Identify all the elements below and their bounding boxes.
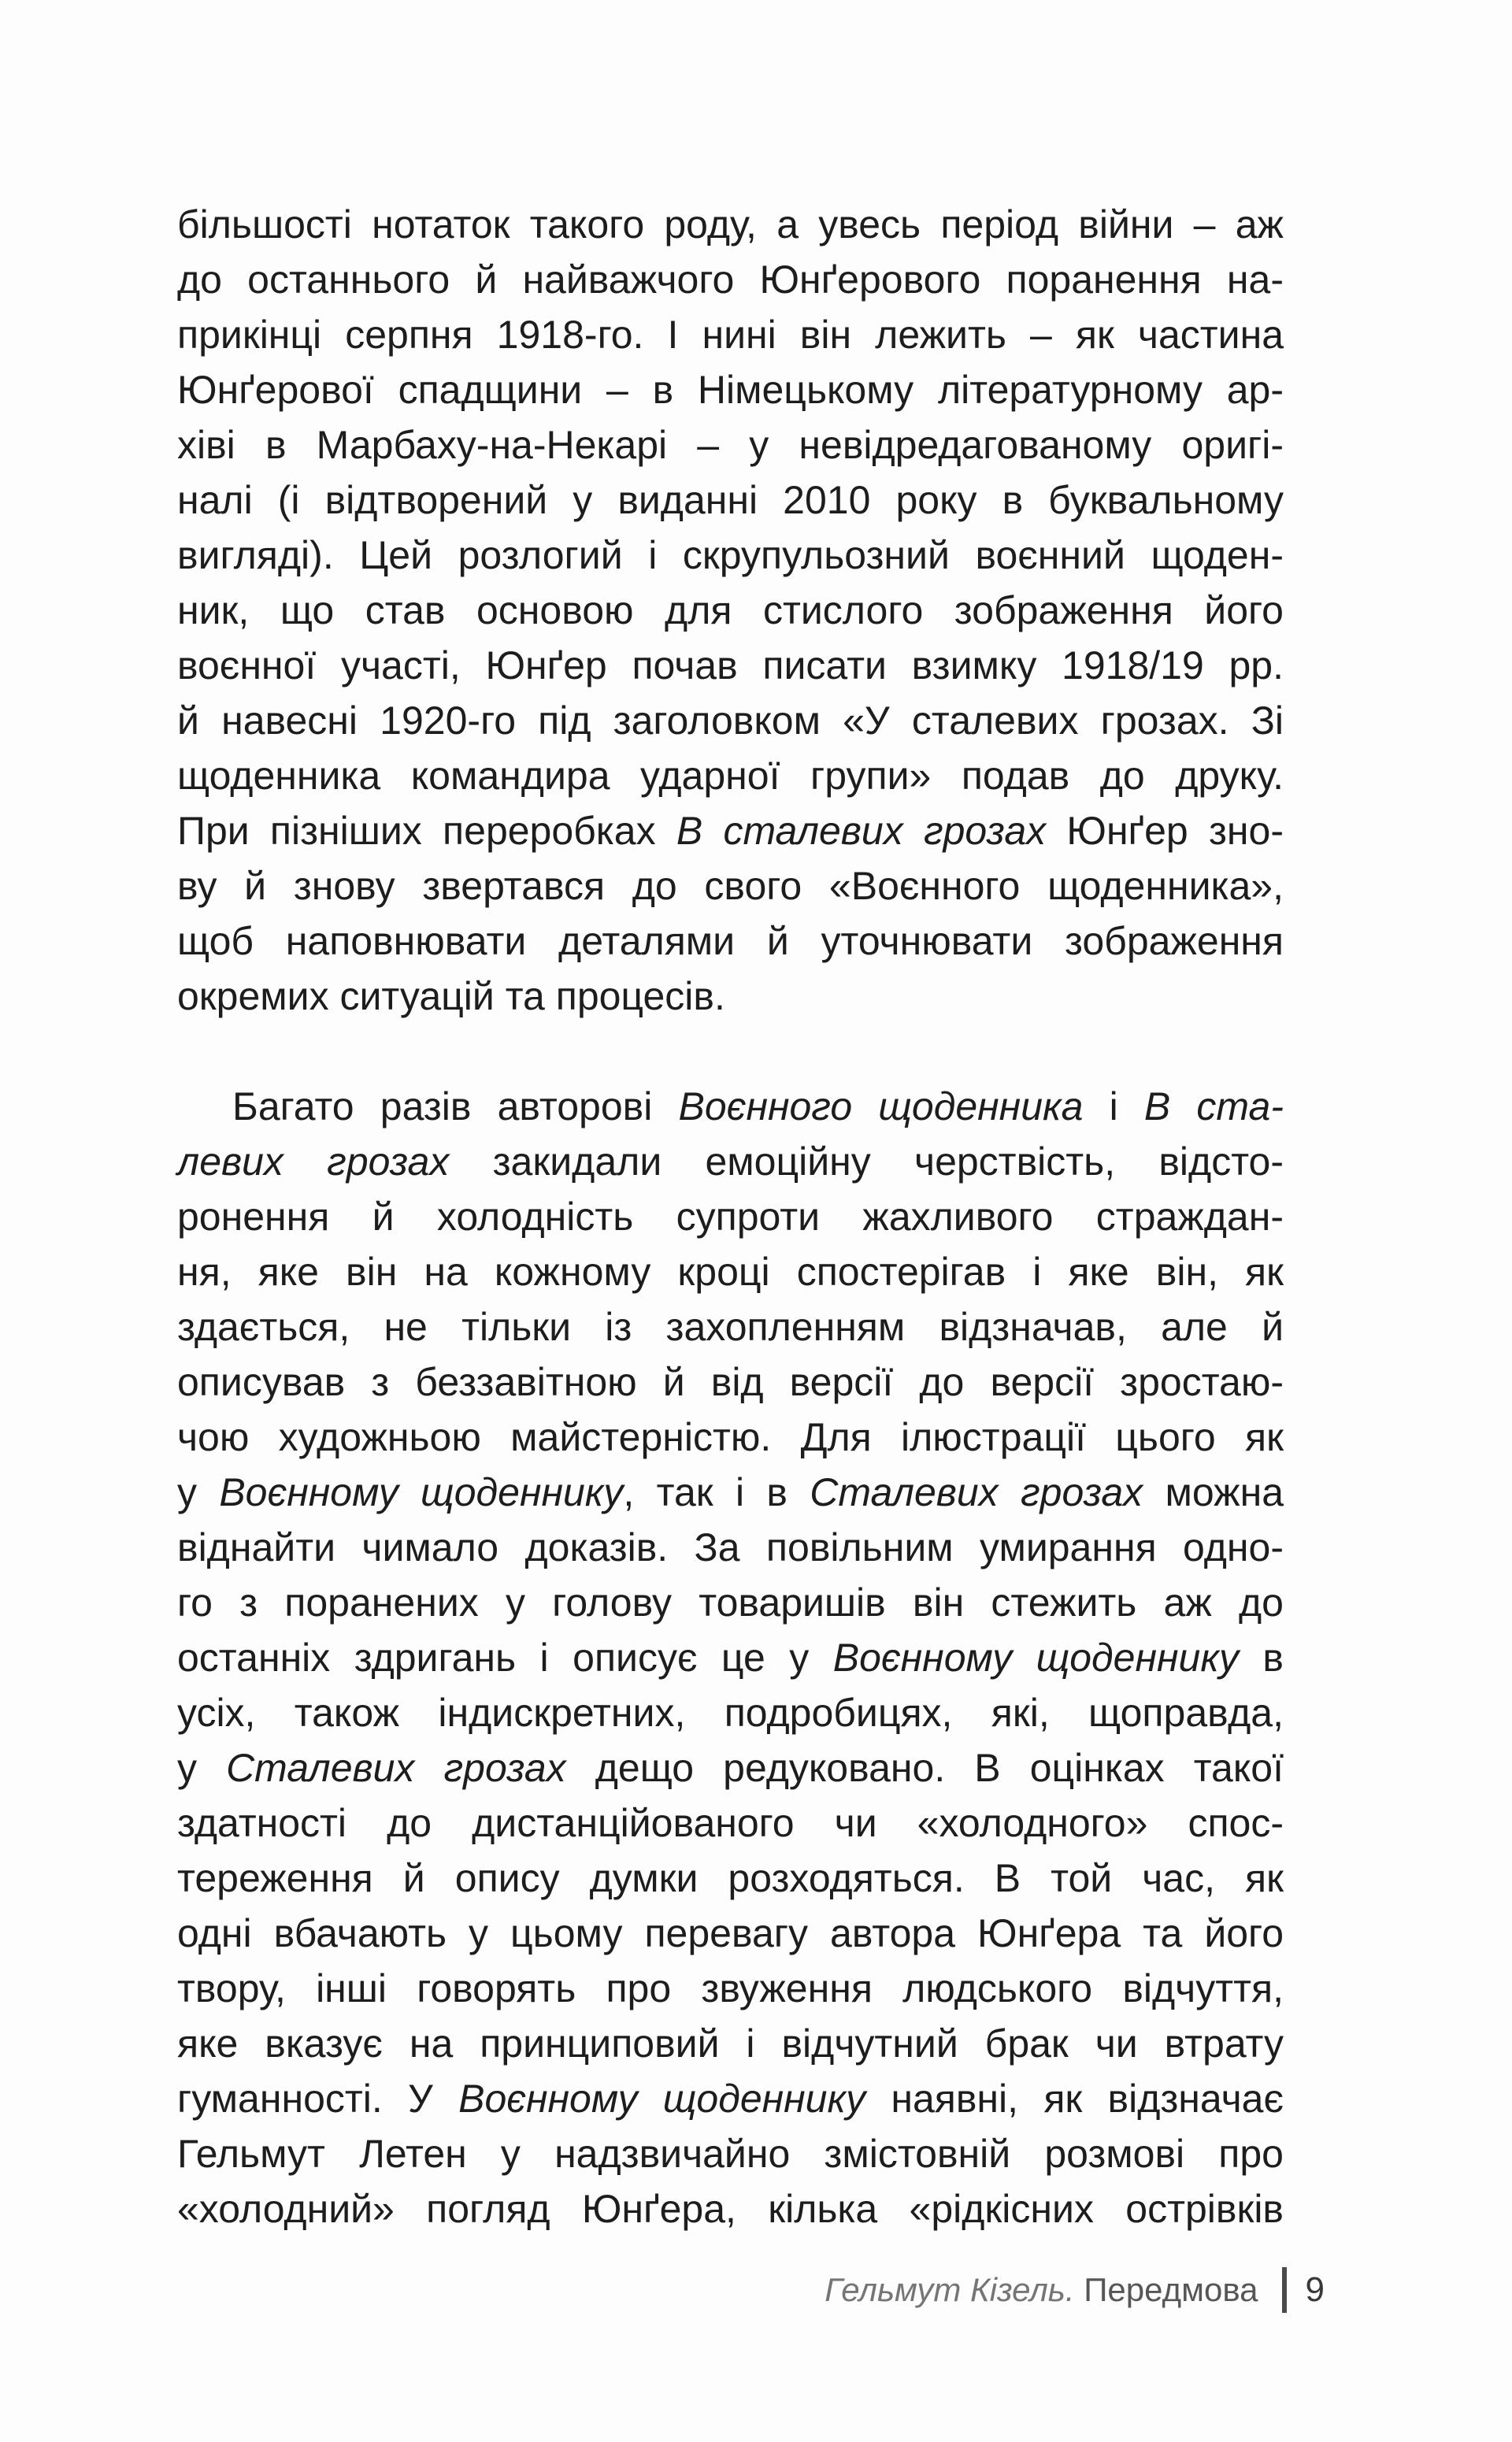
text-run: налі (і відтворений у виданні 2010 року в буквальному	[177, 478, 1284, 522]
text-run: Юнґерової спадщини – в Німецькому літературному ар-	[177, 368, 1284, 412]
footer-label	[825, 2271, 1258, 2309]
text-run: ронення й холодність супроти жахливого страждан-	[177, 1195, 1284, 1239]
text-line	[177, 1575, 1284, 1630]
text-run: більшості нотаток такого роду, а увесь період війни – аж	[177, 202, 1284, 246]
footer-section: Передмова	[1084, 2271, 1258, 2308]
text-line	[177, 1520, 1284, 1575]
text-run: хіві в Марбаху-на-Некарі – у невідредагованому оригі-	[177, 423, 1284, 467]
page-text	[177, 197, 1284, 2236]
text-line	[177, 2071, 1284, 2126]
text-line	[177, 1906, 1284, 1961]
text-run: до останнього й найважчого Юнґерового поранення на-	[177, 258, 1284, 302]
text-run: у	[177, 1746, 227, 1790]
text-line	[177, 1134, 1284, 1189]
text-line	[177, 803, 1284, 858]
text-line	[177, 252, 1284, 307]
text-run: Юнґер зно-	[1046, 809, 1284, 853]
text-line	[177, 1354, 1284, 1410]
italic-text-run: Воєнному щоденнику	[458, 2077, 866, 2121]
page-number: 9	[1305, 2270, 1325, 2309]
text-line	[177, 969, 1284, 1024]
text-line	[177, 1851, 1284, 1906]
text-run: в	[1238, 1636, 1284, 1680]
text-line	[177, 1189, 1284, 1244]
text-line	[177, 1685, 1284, 1740]
italic-text-run: В сталевих грозах	[676, 809, 1047, 853]
text-run: Гельмут Летен у надзвичайно змістовній розмові про	[177, 2132, 1284, 2176]
text-run: описував з беззавітною й від версії до версії зростаю-	[177, 1360, 1284, 1404]
text-run: вигляді). Цей розлогий і скрупульозний воєнний щоден-	[177, 533, 1284, 577]
text-run: віднайти чимало доказів. За повільним умирання одно-	[177, 1525, 1284, 1569]
text-line	[177, 417, 1284, 472]
text-run: дещо редуковано. В оцінках такої	[565, 1746, 1284, 1790]
text-line	[177, 583, 1284, 638]
text-line	[177, 307, 1284, 362]
text-line	[177, 693, 1284, 748]
text-line	[177, 638, 1284, 693]
text-run: чою художньою майстерністю. Для ілюстрації цього як	[177, 1415, 1284, 1459]
text-line	[177, 858, 1284, 913]
text-line	[177, 472, 1284, 528]
text-run: ник, що став основою для стислого зображення його	[177, 588, 1284, 632]
paragraph	[177, 1079, 1284, 2236]
text-line	[177, 197, 1284, 252]
text-run: останніх здригань і описує це у	[177, 1636, 833, 1680]
italic-text-run: Сталевих грозах	[226, 1746, 566, 1790]
text-run: наявні, як відзначає	[865, 2077, 1284, 2121]
text-run: щоб наповнювати деталями й уточнювати зображення	[177, 919, 1284, 963]
text-line	[177, 2181, 1284, 2236]
text-line	[177, 1299, 1284, 1354]
text-run: ву й знову звертався до свого «Воєнного щоденника»,	[177, 864, 1284, 908]
text-line	[177, 1740, 1284, 1795]
text-line	[177, 913, 1284, 969]
text-run: «холодний» погляд Юнґера, кілька «рідкісних острівків	[177, 2187, 1284, 2231]
text-run: ня, яке він на кожному кроці спостерігав і яке він, як	[177, 1250, 1284, 1294]
footer-author: Гельмут Кізель.	[825, 2271, 1075, 2308]
text-run: го з поранених у голову товаришів він стежить аж до	[177, 1580, 1284, 1625]
italic-text-run: левих грозах	[177, 1139, 450, 1184]
text-run: твору, інші говорять про звуження людського відчуття,	[177, 1966, 1284, 2010]
text-run: При пізніших переробках	[177, 809, 676, 853]
text-line	[177, 362, 1284, 417]
text-line	[177, 1079, 1284, 1134]
text-run: можна	[1143, 1470, 1284, 1514]
text-line	[177, 748, 1284, 803]
text-line	[177, 2126, 1284, 2181]
text-run: здається, не тільки із захопленням відзначав, але й	[177, 1305, 1284, 1349]
text-run: окремих ситуацій та процесів.	[177, 974, 725, 1018]
text-run: у	[177, 1470, 220, 1514]
text-run: Багато разів авторові	[232, 1084, 679, 1128]
text-line	[177, 1465, 1284, 1520]
text-run: прикінці серпня 1918-го. І нині він лежить – як частина	[177, 313, 1284, 357]
text-line	[177, 528, 1284, 583]
paragraph	[177, 197, 1284, 1024]
italic-text-run: Воєнному щоденнику	[219, 1470, 624, 1514]
text-run: одні вбачають у цьому перевагу автора Юнґера та його	[177, 1911, 1284, 1955]
page-footer	[825, 2262, 1325, 2318]
text-run: , так і в	[623, 1470, 810, 1514]
italic-text-run: Сталевих грозах	[810, 1470, 1143, 1514]
text-run: тереження й опису думки розходяться. В той час, як	[177, 1856, 1284, 1900]
italic-text-run: Воєнному щоденнику	[832, 1636, 1239, 1680]
text-line	[177, 2016, 1284, 2071]
text-run: здатності до дистанційованого чи «холодного» спос-	[177, 1801, 1284, 1845]
text-line	[177, 1795, 1284, 1851]
text-line	[177, 1630, 1284, 1685]
text-run: усіх, також індискретних, подробицях, які, щоправда,	[177, 1691, 1284, 1735]
text-run: яке вказує на принциповий і відчутний брак чи втрату	[177, 2021, 1284, 2066]
footer-divider	[1282, 2267, 1287, 2313]
text-line	[177, 1244, 1284, 1299]
text-line	[177, 1961, 1284, 2016]
text-run: щоденника командира ударної групи» подав до друку.	[177, 754, 1284, 798]
text-run: й навесні 1920-го під заголовком «У сталевих грозах. Зі	[177, 699, 1284, 743]
text-run: воєнної участі, Юнґер почав писати взимку 1918/19 рр.	[177, 643, 1284, 687]
text-line	[177, 1410, 1284, 1465]
text-run: закидали емоційну черствість, відсто-	[449, 1139, 1284, 1184]
text-run: гуманності. У	[177, 2077, 459, 2121]
italic-text-run: В ста-	[1143, 1084, 1284, 1128]
text-run: і	[1083, 1084, 1144, 1128]
italic-text-run: Воєнного щоденника	[678, 1084, 1084, 1128]
